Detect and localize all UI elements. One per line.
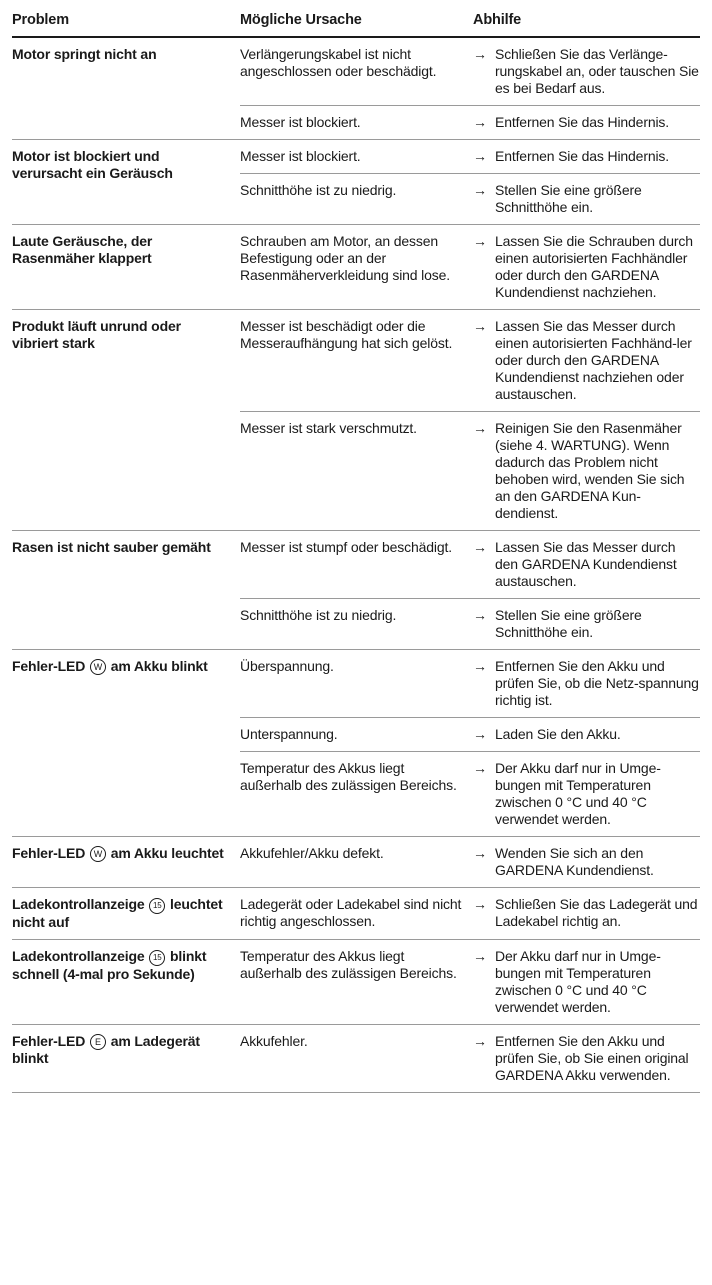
cause-cell: Verlängerungskabel ist nicht angeschlossen oder beschädigt. xyxy=(240,37,473,106)
remedy-text: Schließen Sie das Verlänge-rungskabel an, oder tauschen Sie es bei Bedarf aus. xyxy=(495,46,699,96)
arrow-right-icon: → xyxy=(473,46,487,62)
remedy-text: Entfernen Sie das Hindernis. xyxy=(495,148,670,164)
arrow-right-icon: → xyxy=(473,318,487,334)
arrow-right-icon: → xyxy=(473,148,487,164)
remedy-cell xyxy=(473,412,700,531)
remedy-text: Lassen Sie das Messer durch einen autorisierten Fachhänd-ler oder durch den GARDENA Kundendienst nachziehen oder austauschen. xyxy=(495,318,692,402)
remedy-text: Stellen Sie eine größere Schnitthöhe ein. xyxy=(495,182,642,215)
remedy-text: Entfernen Sie das Hindernis. xyxy=(495,114,670,130)
cause-cell: Schnitthöhe ist zu niedrig. xyxy=(240,599,473,650)
problem-cell xyxy=(12,837,240,888)
arrow-right-icon: → xyxy=(473,1033,487,1049)
remedy-cell xyxy=(473,599,700,650)
problem-cell xyxy=(12,1025,240,1093)
remedy-text: Entfernen Sie den Akku und prüfen Sie, ob die Netz-spannung richtig ist. xyxy=(495,658,699,708)
remedy-text: Der Akku darf nur in Umge-bungen mit Temperaturen zwischen 0 °C und 40 °C verwendet werden. xyxy=(495,760,661,827)
table-row xyxy=(12,650,700,718)
remedy-text: Stellen Sie eine größere Schnitthöhe ein. xyxy=(495,607,642,640)
header-remedy: Abhilfe xyxy=(473,8,700,37)
remedy-text: Wenden Sie sich an den GARDENA Kundendienst. xyxy=(495,845,654,878)
remedy-cell xyxy=(473,140,700,174)
problem-cell xyxy=(12,940,240,1025)
arrow-right-icon: → xyxy=(473,658,487,674)
cause-cell: Messer ist blockiert. xyxy=(240,140,473,174)
problem-cell: Motor ist blockiert und verursacht ein Geräusch xyxy=(12,140,240,225)
problem-text: Fehler-LED xyxy=(12,658,86,674)
remedy-text: Reinigen Sie den Rasenmäher (siehe 4. WARTUNG). Wenn dadurch das Problem nicht behoben wird, wenden Sie sich an den GARDENA Kun-dendienst. xyxy=(495,420,685,521)
problem-text: am Ladegerät blinkt xyxy=(12,1033,200,1066)
cause-cell: Temperatur des Akkus liegt außerhalb des zulässigen Bereichs. xyxy=(240,752,473,837)
problem-cell: Rasen ist nicht sauber gemäht xyxy=(12,531,240,650)
remedy-text: Der Akku darf nur in Umge-bungen mit Temperaturen zwischen 0 °C und 40 °C verwendet werden. xyxy=(495,948,661,1015)
remedy-cell xyxy=(473,1025,700,1093)
problem-text: Fehler-LED xyxy=(12,1033,86,1049)
table-row xyxy=(12,310,700,412)
remedy-text: Lassen Sie das Messer durch den GARDENA Kundendienst austauschen. xyxy=(495,539,677,589)
arrow-right-icon: → xyxy=(473,726,487,742)
remedy-cell xyxy=(473,174,700,225)
cause-cell: Unterspannung. xyxy=(240,718,473,752)
arrow-right-icon: → xyxy=(473,845,487,861)
remedy-cell xyxy=(473,650,700,718)
table-row xyxy=(12,225,700,310)
header-cause: Mögliche Ursache xyxy=(240,8,473,37)
remedy-text: Entfernen Sie den Akku und prüfen Sie, ob Sie einen original GARDENA Akku verwenden. xyxy=(495,1033,689,1083)
reference-number-icon: 15 xyxy=(149,898,165,914)
cause-cell: Ladegerät oder Ladekabel sind nicht richtig angeschlossen. xyxy=(240,888,473,940)
problem-text: am Akku blinkt xyxy=(110,658,208,674)
troubleshooting-table xyxy=(12,8,700,1093)
remedy-cell xyxy=(473,106,700,140)
problem-text: Ladekontrollanzeige xyxy=(12,948,145,964)
cause-cell: Schnitthöhe ist zu niedrig. xyxy=(240,174,473,225)
table-row xyxy=(12,1025,700,1093)
problem-cell: Motor springt nicht an xyxy=(12,37,240,140)
problem-text: Fehler-LED xyxy=(12,845,86,861)
arrow-right-icon: → xyxy=(473,420,487,436)
cause-cell: Messer ist blockiert. xyxy=(240,106,473,140)
table-row xyxy=(12,531,700,599)
cause-cell: Akkufehler/Akku defekt. xyxy=(240,837,473,888)
problem-cell xyxy=(12,650,240,837)
table-row xyxy=(12,888,700,940)
cause-cell: Überspannung. xyxy=(240,650,473,718)
remedy-text: Laden Sie den Akku. xyxy=(495,726,621,742)
reference-number-icon: E xyxy=(90,1034,106,1050)
arrow-right-icon: → xyxy=(473,607,487,623)
remedy-cell xyxy=(473,37,700,106)
table-body xyxy=(12,37,700,1093)
problem-cell: Produkt läuft unrund oder vibriert stark xyxy=(12,310,240,531)
cause-cell: Akkufehler. xyxy=(240,1025,473,1093)
problem-text: am Akku leuchtet xyxy=(110,845,224,861)
remedy-text: Schließen Sie das Ladegerät und Ladekabel richtig an. xyxy=(495,896,698,929)
arrow-right-icon: → xyxy=(473,948,487,964)
arrow-right-icon: → xyxy=(473,182,487,198)
reference-number-icon: W xyxy=(90,659,106,675)
remedy-cell xyxy=(473,310,700,412)
table-row xyxy=(12,940,700,1025)
remedy-cell xyxy=(473,752,700,837)
arrow-right-icon: → xyxy=(473,896,487,912)
header-problem: Problem xyxy=(12,8,240,37)
arrow-right-icon: → xyxy=(473,233,487,249)
arrow-right-icon: → xyxy=(473,760,487,776)
problem-text: blinkt schnell (4-mal pro Sekunde) xyxy=(12,948,207,982)
problem-text: leuchtet nicht auf xyxy=(12,896,223,930)
cause-cell: Messer ist beschädigt oder die Messeraufhängung hat sich gelöst. xyxy=(240,310,473,412)
table-row xyxy=(12,140,700,174)
table-header-row xyxy=(12,8,700,37)
cause-cell: Temperatur des Akkus liegt außerhalb des zulässigen Bereichs. xyxy=(240,940,473,1025)
remedy-cell xyxy=(473,940,700,1025)
remedy-cell xyxy=(473,531,700,599)
remedy-text: Lassen Sie die Schrauben durch einen autorisierten Fachhändler oder durch den GARDENA Kundendienst nachziehen. xyxy=(495,233,693,300)
cause-cell: Messer ist stumpf oder beschädigt. xyxy=(240,531,473,599)
problem-text: Ladekontrollanzeige xyxy=(12,896,145,912)
problem-cell: Laute Geräusche, der Rasenmäher klappert xyxy=(12,225,240,310)
reference-number-icon: 15 xyxy=(149,950,165,966)
table-row xyxy=(12,37,700,106)
arrow-right-icon: → xyxy=(473,539,487,555)
problem-cell xyxy=(12,888,240,940)
remedy-cell xyxy=(473,225,700,310)
remedy-cell xyxy=(473,837,700,888)
reference-number-icon: W xyxy=(90,846,106,862)
remedy-cell xyxy=(473,888,700,940)
arrow-right-icon: → xyxy=(473,114,487,130)
remedy-cell xyxy=(473,718,700,752)
cause-cell: Messer ist stark verschmutzt. xyxy=(240,412,473,531)
cause-cell: Schrauben am Motor, an dessen Befestigung oder an der Rasenmäherverkleidung sind lose. xyxy=(240,225,473,310)
table-row xyxy=(12,837,700,888)
